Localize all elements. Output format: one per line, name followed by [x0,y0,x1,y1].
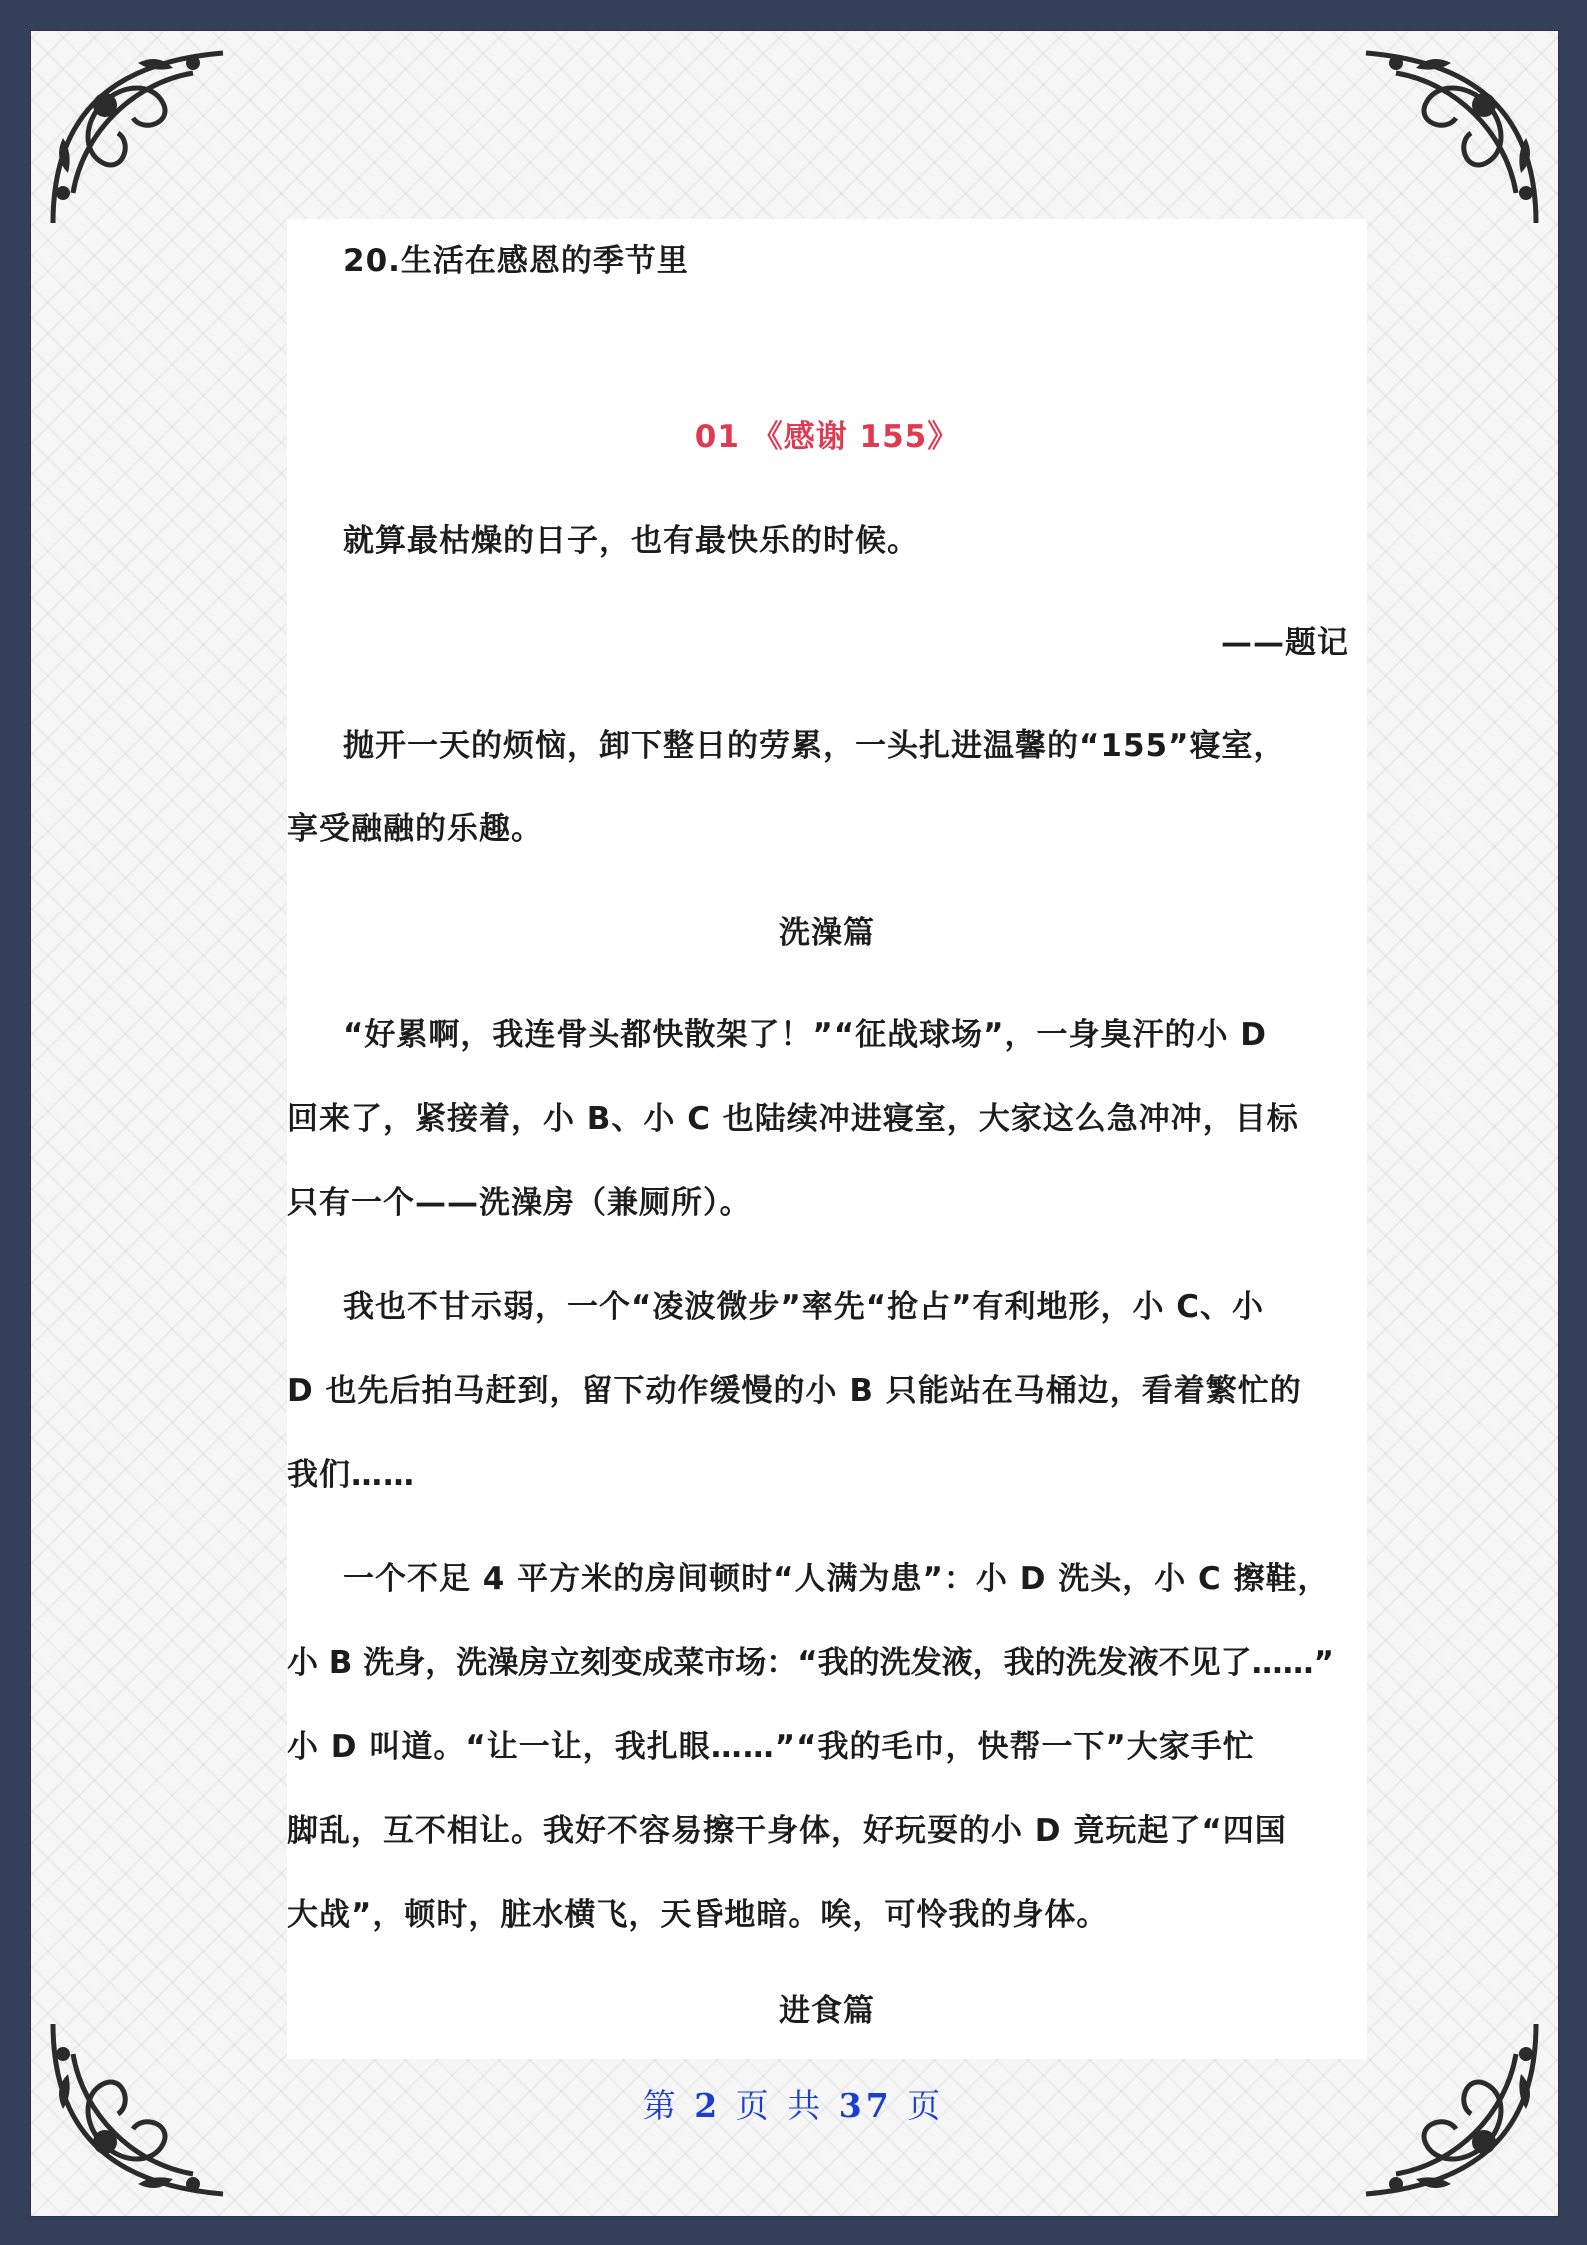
p1-line-1: “好累啊，我连骨头都快散架了！”“征战球场”，一身臭汗的小 D [343,1017,1268,1053]
intro-line-2: 享受融融的乐趣。 [287,811,543,847]
document-title: 20.生活在感恩的季节里 [343,243,689,279]
p1-line-3: 只有一个——洗澡房（兼厕所）。 [287,1185,752,1221]
p2-line-1: 我也不甘示弱，一个“凌波微步”率先“抢占”有利地形，小 C、小 [343,1289,1265,1325]
current-page-number: 2 [694,2086,722,2125]
footer-suffix: 页 [907,2086,945,2125]
p2-line-2: D 也先后拍马赶到，留下动作缓慢的小 B 只能站在马桶边，看着繁忙的 [287,1373,1302,1409]
p3-line-4: 脚乱，互不相让。我好不容易擦干身体，好玩耍的小 D 竟玩起了“四国 [287,1813,1287,1849]
epigraph: 就算最枯燥的日子，也有最快乐的时候。 [343,523,919,559]
content-area [287,219,1367,2059]
footer-middle: 页 共 [735,2086,825,2125]
footer-prefix: 第 [642,2086,680,2125]
corner-ornament-top-right [1356,43,1546,233]
p1-line-2: 回来了，紧接着，小 B、小 C 也陆续冲进寝室，大家这么急冲冲，目标 [287,1101,1299,1137]
p3-line-5: 大战”，顿时，脏水横飞，天昏地暗。唉，可怜我的身体。 [287,1897,1109,1933]
corner-ornament-top-left [43,43,233,233]
p3-line-3: 小 D 叫道。“让一让，我扎眼……”“我的毛巾，快帮一下”大家手忙 [287,1729,1255,1765]
section-heading-bath: 洗澡篇 [779,915,875,951]
page-footer [0,2080,1587,2127]
p3-line-2: 小 B 洗身，洗澡房立刻变成菜市场：“我的洗发液，我的洗发液不见了……” [287,1645,1334,1681]
p2-line-3: 我们…… [287,1457,415,1493]
section-heading-eating: 进食篇 [779,1993,875,2029]
page-frame [30,30,1559,2217]
epigraph-source: ——题记 [1221,625,1349,661]
article-title: 01 《感谢 155》 [694,419,960,455]
intro-line-1: 抛开一天的烦恼，卸下整日的劳累，一头扎进温馨的“155”寝室， [343,728,1286,764]
total-page-count: 37 [838,2086,893,2125]
p3-line-1: 一个不足 4 平方米的房间顿时“人满为患”：小 D 洗头，小 C 擦鞋， [343,1561,1330,1597]
